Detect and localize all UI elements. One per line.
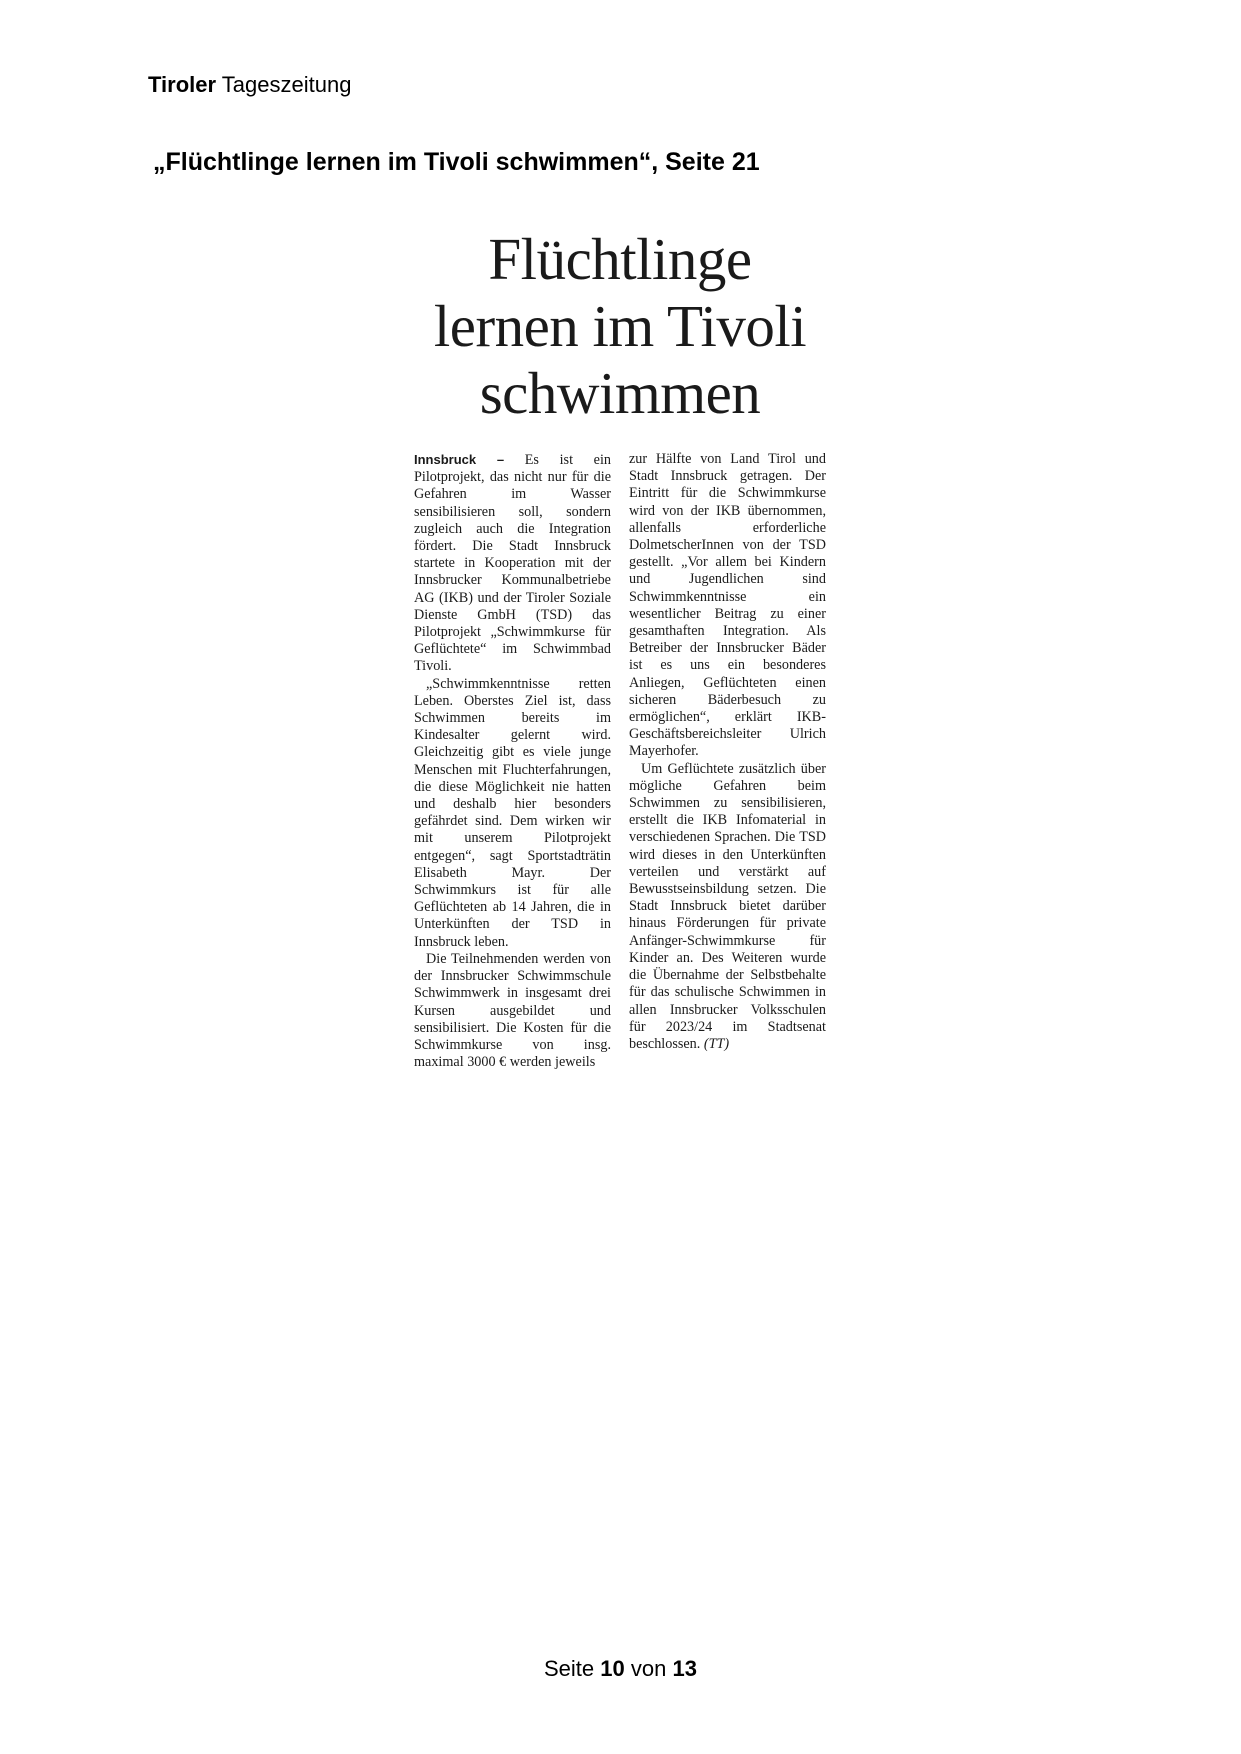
page-number: 10	[600, 1656, 625, 1681]
headline-line: schwimmen	[479, 360, 761, 426]
article-clipping	[414, 226, 826, 1071]
article-paragraph: zur Hälfte von Land Tirol und Stadt Innsbruck getragen. Der Eintritt für die Schwimmkurse wird von der IKB übernommen, allenfalls erforderliche DolmetscherInnen von der TSD gestellt. „Vor allem bei Kindern und Jugendlichen sind Schwimmkenntnisse ein wesentlicher Beitrag zu einer gesamthaften Integration. Als Betreiber der Innsbrucker Bäder ist es uns ein besonderes Anliegen, Geflüchteten einen sicheren Bäderbesuch zu ermöglichen“, erklärt IKB-Geschäftsbereichsleiter Ulrich Mayerhofer.	[629, 451, 826, 760]
article-headline	[414, 226, 826, 427]
paragraph-text: Um Geflüchtete zusätzlich über mögliche Gefahren beim Schwimmen zu sensibilisieren, erstellt die IKB Infomaterial in verschiedenen Sprachen. Die TSD wird dieses in den Unterkünften verteilen und verstärkt auf Bewusstseinsbildung setzen. Die Stadt Innsbruck bietet darüber hinaus Förderungen für private Anfänger-Schwimmkurse für Kinder an. Des Weiteren wurde die Übernahme der Selbstbehalte für das schulische Schwimmen in allen Innsbrucker Volksschulen für 2023/24 im Stadtsenat beschlossen.	[629, 760, 826, 1052]
article-paragraph	[414, 451, 611, 676]
page-of: von	[630, 1656, 667, 1681]
publication-name	[148, 72, 351, 98]
article-body	[414, 451, 826, 1071]
page-total: 13	[672, 1656, 697, 1681]
article-paragraph: „Schwimmkenntnisse retten Leben. Oberstes Ziel ist, dass Schwimmen bereits im Kindesalter gelernt wird. Gleichzeitig gibt es viele junge Menschen mit Fluchterfahrungen, die diese Möglichkeit nie hatten und deshalb hier besonders gefährdet sind. Dem wirken wir mit unserem Pilotprojekt entgegen“, sagt Sportstadträtin Elisabeth Mayr. Der Schwimmkurs ist für alle Geflüchteten ab 14 Jahren, die in Unterkünften der TSD in Innsbruck leben.	[414, 675, 611, 950]
publication-name-bold: Tiroler	[148, 72, 217, 97]
article-paragraph: Die Teilnehmenden werden von der Innsbrucker Schwimmschule Schwimmwerk in insgesamt drei Kursen ausgebildet und sensibilisiert. Die Kosten für die Schwimmkurse von insg. maximal 3000 € werden jeweils	[414, 950, 611, 1071]
headline-line: Flüchtlinge	[488, 226, 752, 292]
publication-name-regular: Tageszeitung	[221, 72, 352, 97]
dateline: Innsbruck –	[414, 452, 505, 467]
article-paragraph	[629, 761, 826, 1053]
headline-line: lernen im Tivoli	[433, 293, 807, 359]
page-footer	[0, 1656, 1241, 1682]
article-column-left	[414, 451, 611, 1071]
page-title: „Flüchtlinge lernen im Tivoli schwimmen“, Seite 21	[153, 148, 760, 176]
page-prefix: Seite	[544, 1656, 595, 1681]
article-column-right	[629, 451, 826, 1071]
author-credit: (TT)	[703, 1035, 730, 1052]
paragraph-text: Es ist ein Pilotprojekt, das nicht nur für die Gefahren im Wasser sensibilisieren soll, sondern zugleich auch die Integration fördert. Die Stadt Innsbruck startete in Kooperation mit der Innsbrucker Kommunalbetriebe AG (IKB) und der Tiroler Soziale Dienste GmbH (TSD) das Pilotprojekt „Schwimmkurse für Geflüchtete“ im Schwimmbad Tivoli.	[414, 452, 612, 675]
